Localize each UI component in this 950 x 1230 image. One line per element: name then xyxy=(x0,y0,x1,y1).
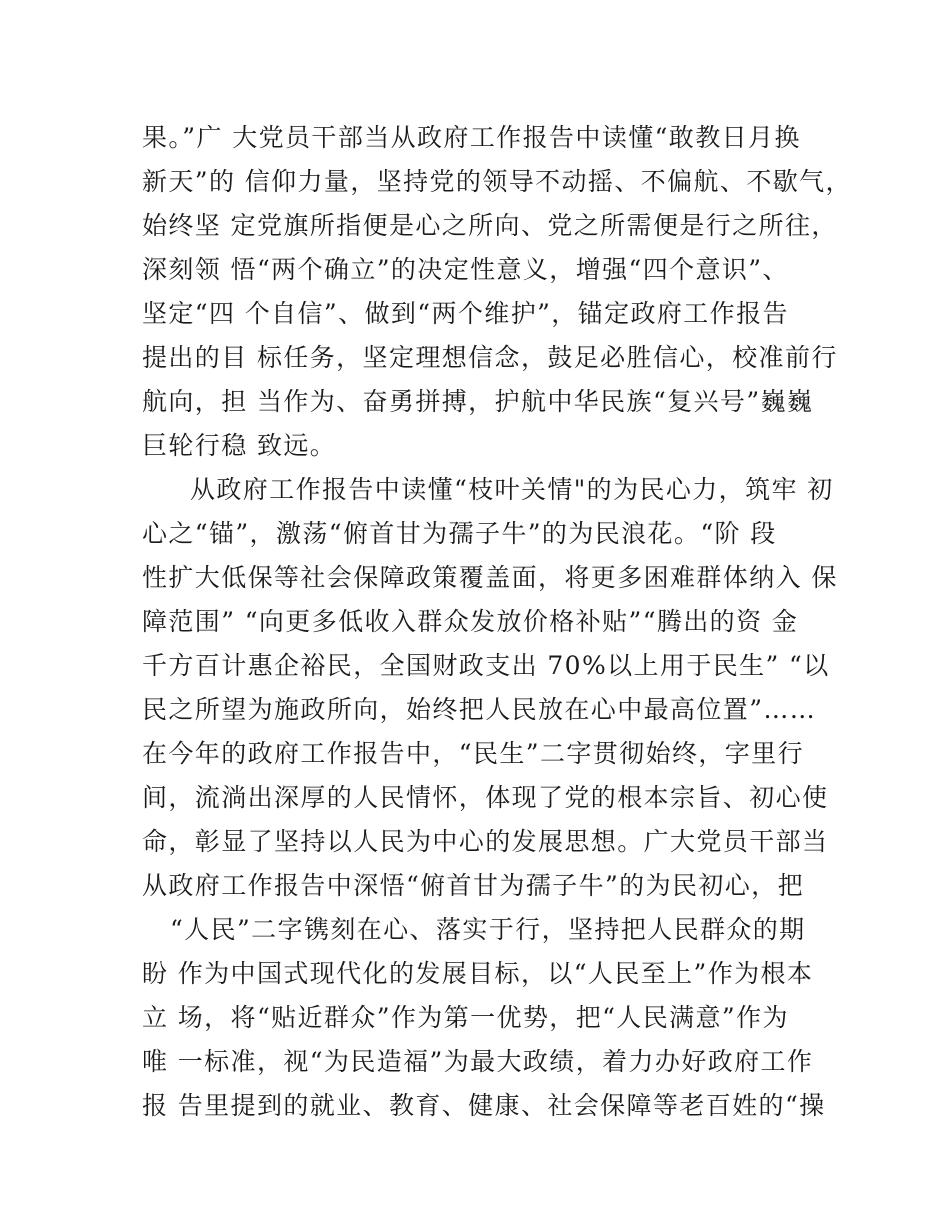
text-line: 唯 一标准，视“为民造福”为最大政绩，着力办好政府工作 xyxy=(142,1047,814,1076)
text-line: 始终坚 定党旗所指便是心之所向、党之所需便是行之所往， xyxy=(142,211,838,240)
text-line: 间，流淌出深厚的人民情怀，体现了党的根本宗旨、初心使 xyxy=(142,783,829,812)
text-line: 深刻领 悟“两个确立”的决定性意义，增强“四个意识”、 xyxy=(142,255,789,284)
text-line: 心之“锚”，激荡“俯首甘为孺子牛”的为民浪花。“阶 段 xyxy=(142,519,777,548)
paragraph-start-line: “人民”二字镌刻在心、落实于行，坚持把人民群众的期 xyxy=(170,915,806,944)
text-line: 性扩大低保等社会保障政策覆盖面，将更多困难群体纳入 保 xyxy=(142,563,838,592)
text-line: 命，彰显了坚持以人民为中心的发展思想。广大党员干部当 xyxy=(142,827,829,856)
text-line: 新天”的 信仰力量，坚持党的领导不动摇、不偏航、不歇气， xyxy=(142,167,852,196)
text-line: 千方百计惠企裕民，全国财政支出 70%以上用于民生” “以 xyxy=(142,651,830,680)
text-line: 航向，担 当作为、奋勇拼搏，护航中华民族“复兴号”巍巍 xyxy=(142,387,814,416)
text-line: 报 告里提到的就业、教育、健康、社会保障等老百姓的“操 xyxy=(142,1091,826,1120)
text-line: 民之所望为施政所向，始终把人民放在心中最高位置”…… xyxy=(142,695,817,724)
text-line: 提出的目 标任务，坚定理想信念，鼓足必胜信心，校准前行 xyxy=(142,343,838,372)
text-line: 障范围” “向更多低收入群众发放价格补贴”“腾出的资 金 xyxy=(142,607,799,636)
text-line: 果。”广 大党员干部当从政府工作报告中读懂“敢教日月换 xyxy=(142,123,801,152)
text-line: 立 场，将“贴近群众”作为第一优势，把“人民满意”作为 xyxy=(142,1003,789,1032)
text-line: 从政府工作报告中深悟“俯首甘为孺子牛”的为民初心，把 xyxy=(142,871,804,900)
paragraph-start-line: 从政府工作报告中读懂“枝叶关情"的为民心力，筑牢 初 xyxy=(190,475,834,504)
text-line: 在今年的政府工作报告中，“民生”二字贯彻始终，字里行 xyxy=(142,739,804,768)
text-line: 盼 作为中国式现代化的发展目标，以“人民至上”作为根本 xyxy=(142,959,814,988)
text-line: 坚定“四 个自信”、做到“两个维护”，锚定政府工作报告 xyxy=(142,299,789,328)
text-line: 巨轮行稳 致远。 xyxy=(142,431,337,460)
